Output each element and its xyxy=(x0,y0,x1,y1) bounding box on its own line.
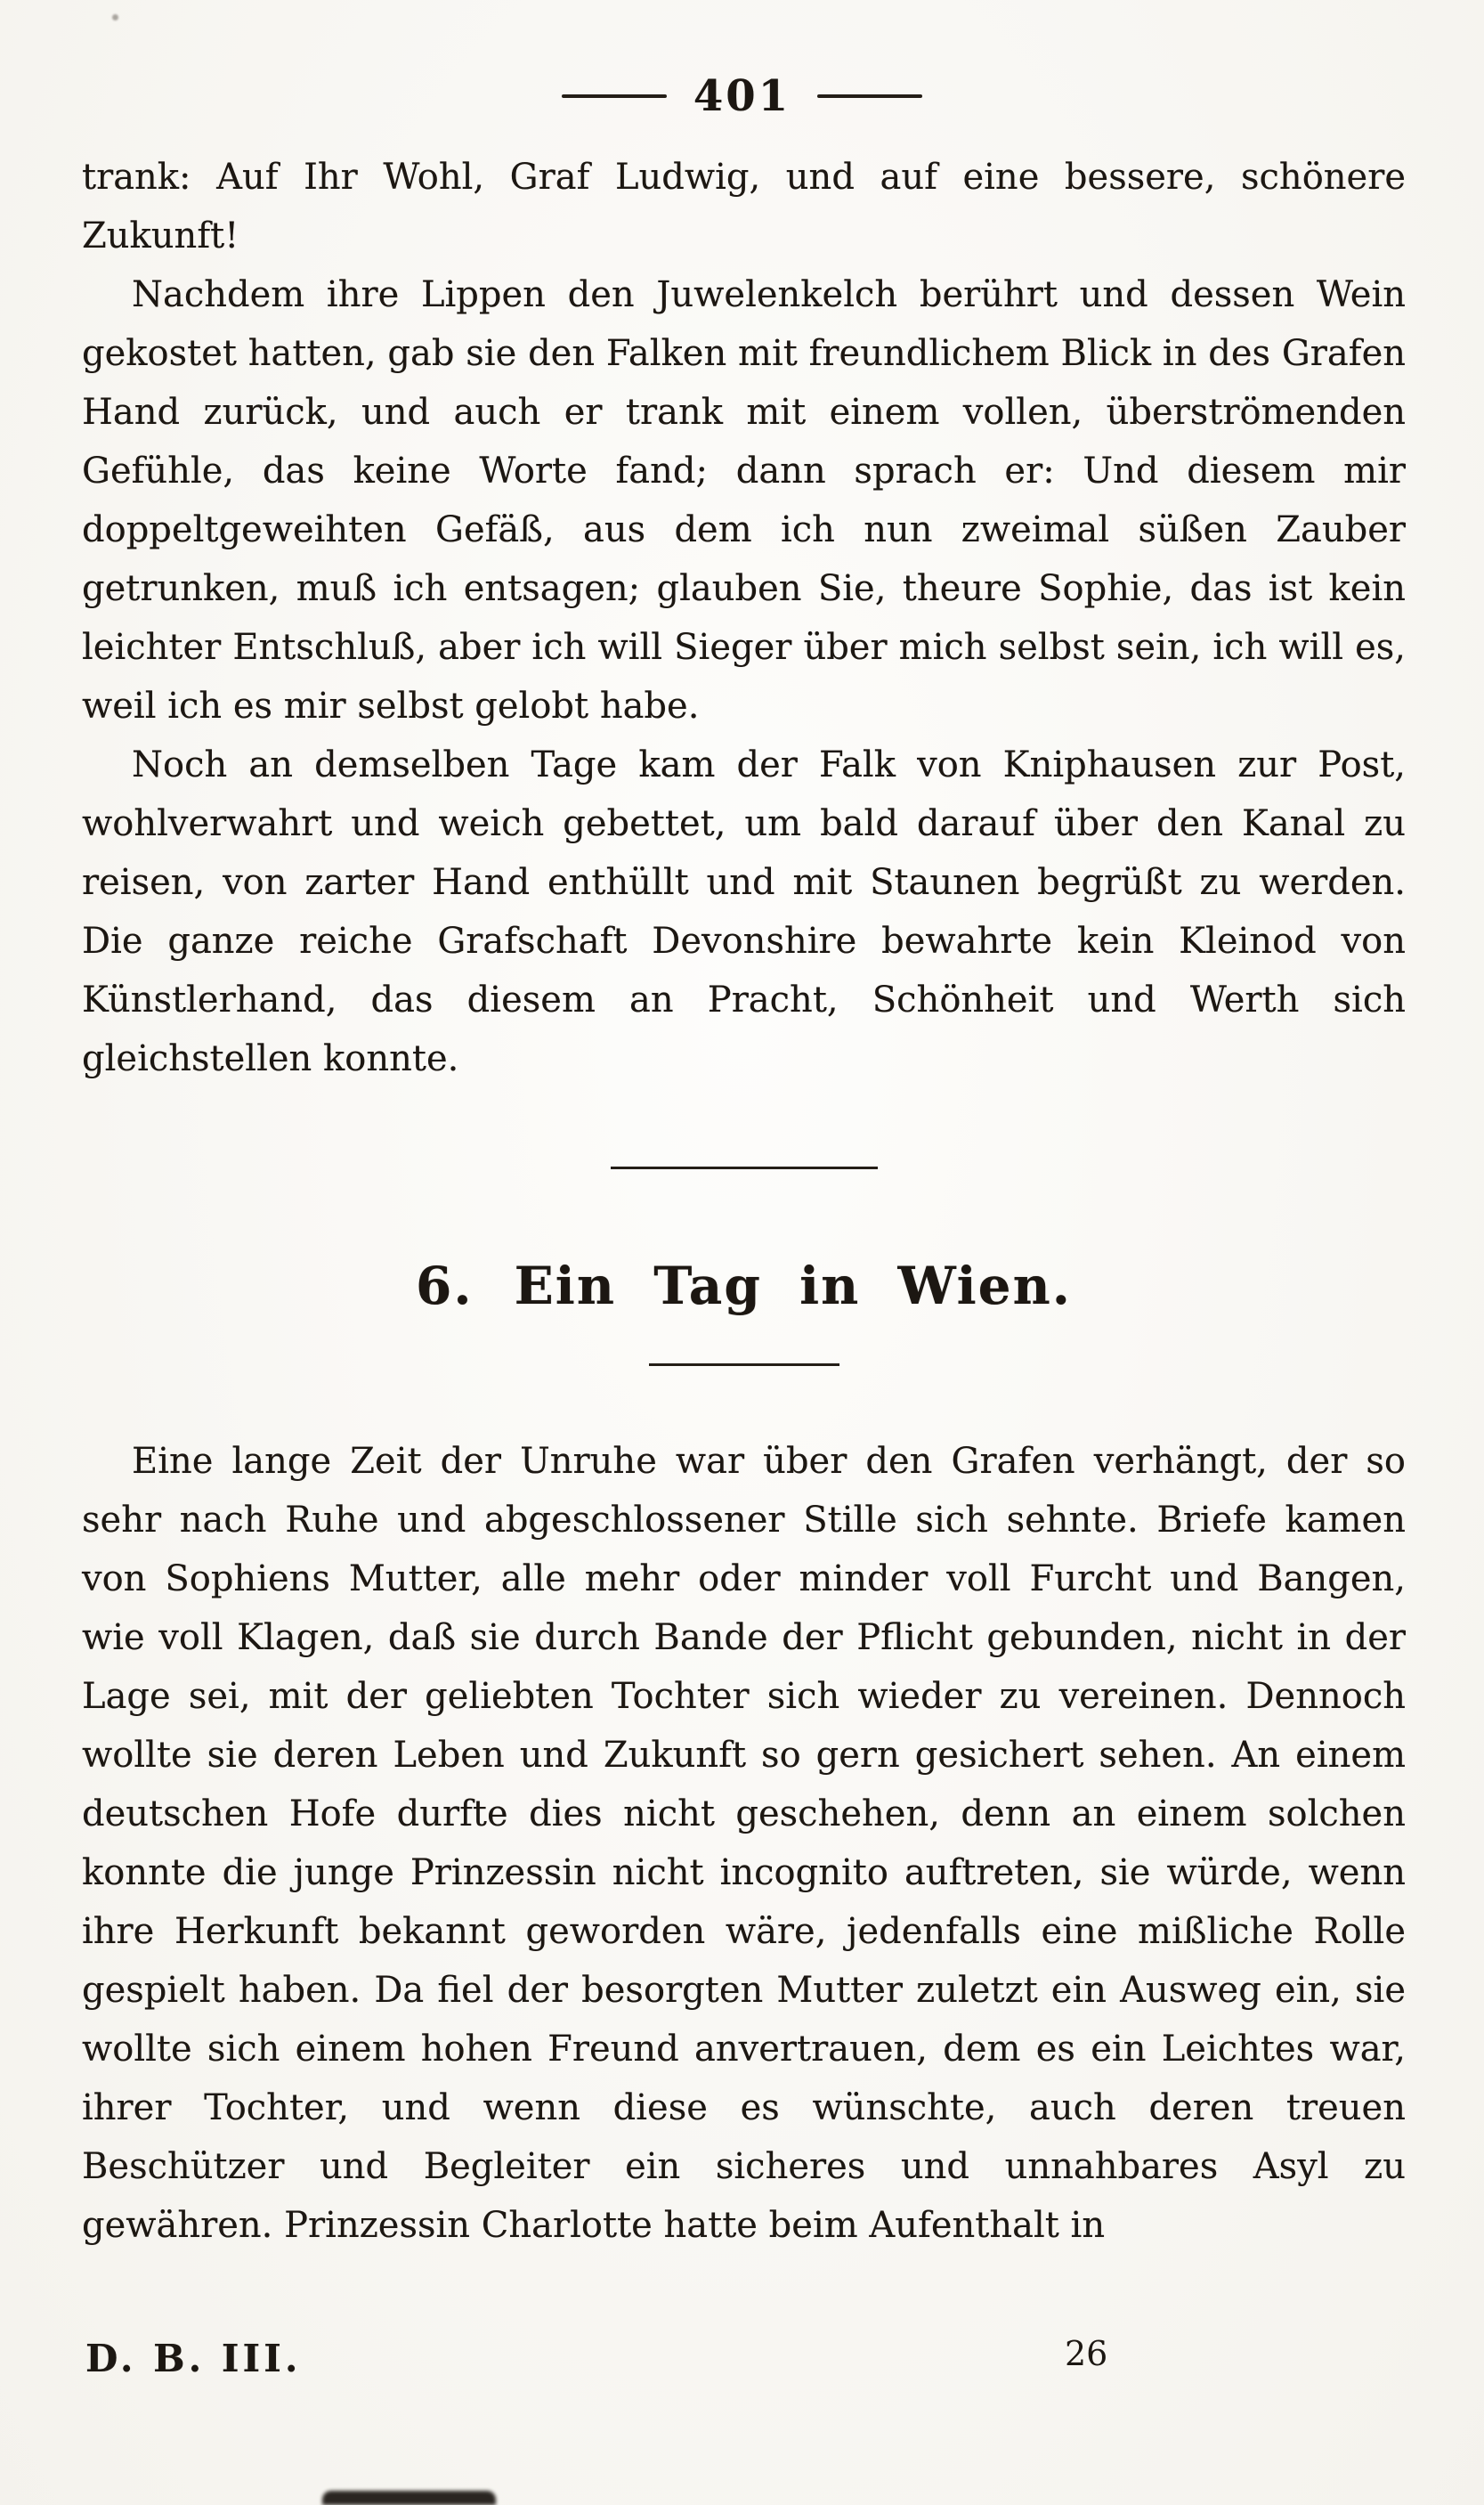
section-heading xyxy=(82,1257,1406,1315)
footer-volume-signature: D. B. III. xyxy=(85,2337,302,2380)
page-number-rule-right xyxy=(817,94,922,98)
footer-sheet-number: 26 xyxy=(1065,2334,1108,2373)
section-number: 6. xyxy=(416,1256,474,1316)
section-title: Ein Tag in Wien. xyxy=(514,1256,1072,1316)
page-number-rule-left xyxy=(562,94,667,98)
paragraph-continuation: trank: Auf Ihr Wohl, Graf Ludwig, und auf eine bessere, schönere Zukunft! xyxy=(82,157,1406,256)
page-body xyxy=(0,121,1484,2255)
section-divider-rule xyxy=(611,1167,878,1169)
heading-underline-rule xyxy=(649,1363,839,1366)
paragraph: Eine lange Zeit der Unruhe war über den Grafen verhängt, der so sehr nach Ruhe und abgeschlossener Stille sich sehnte. Briefe kamen von Sophiens Mutter, alle mehr oder minder voll Furcht und Bangen, wie voll Klagen, daß sie durch Bande der Pflicht gebunden, nicht in der Lage sei, mit der geliebten Tochter sich wieder zu vereinen. Dennoch wollte sie deren Leben und Zukunft so gern gesichert sehen. An einem deutschen Hofe durfte dies nicht geschehen, denn an einem solchen konnte die junge Prinzessin nicht incognito auftreten, sie würde, wenn ihre Herkunft bekannt geworden wäre, jedenfalls eine mißliche Rolle gespielt haben. Da fiel der besorgten Mutter zuletzt ein Ausweg ein, sie wollte sich einem hohen Freund anvertrauen, dem es ein Leichtes war, ihrer Tochter, und wenn diese es wünschte, auch deren treuen Beschützer und Begleiter ein sicheres und unnahbares Asyl zu gewähren. Prinzessin Charlotte hatte beim Aufenthalt in xyxy=(82,1441,1406,2246)
page-header xyxy=(0,0,1484,121)
paragraph: Noch an demselben Tage kam der Falk von Kniphausen zur Post, wohlverwahrt und weich gebettet, um bald darauf über den Kanal zu reisen, von zarter Hand enthüllt und mit Staunen begrüßt zu werden. Die ganze reiche Grafschaft Devonshire bewahrte kein Kleinod von Künstlerhand, das diesem an Pracht, Schönheit und Werth sich gleichstellen konnte. xyxy=(82,744,1406,1079)
scan-artifact xyxy=(112,14,118,20)
page-number: 401 xyxy=(693,71,791,121)
scan-artifact xyxy=(322,2491,496,2505)
paragraph: Nachdem ihre Lippen den Juwelenkelch berührt und dessen Wein gekostet hatten, gab sie den Falken mit freundlichem Blick in des Grafen Hand zurück, und auch er trank mit einem vollen, überströmenden Gefühle, das keine Worte fand; dann sprach er: Und diesem mir doppeltgeweihten Gefäß, aus dem ich nun zweimal süßen Zauber getrunken, muß ich entsagen; glauben Sie, theure Sophie, das ist kein leichter Entschluß, aber ich will Sieger über mich selbst sein, ich will es, weil ich es mir selbst gelobt habe. xyxy=(82,274,1406,727)
